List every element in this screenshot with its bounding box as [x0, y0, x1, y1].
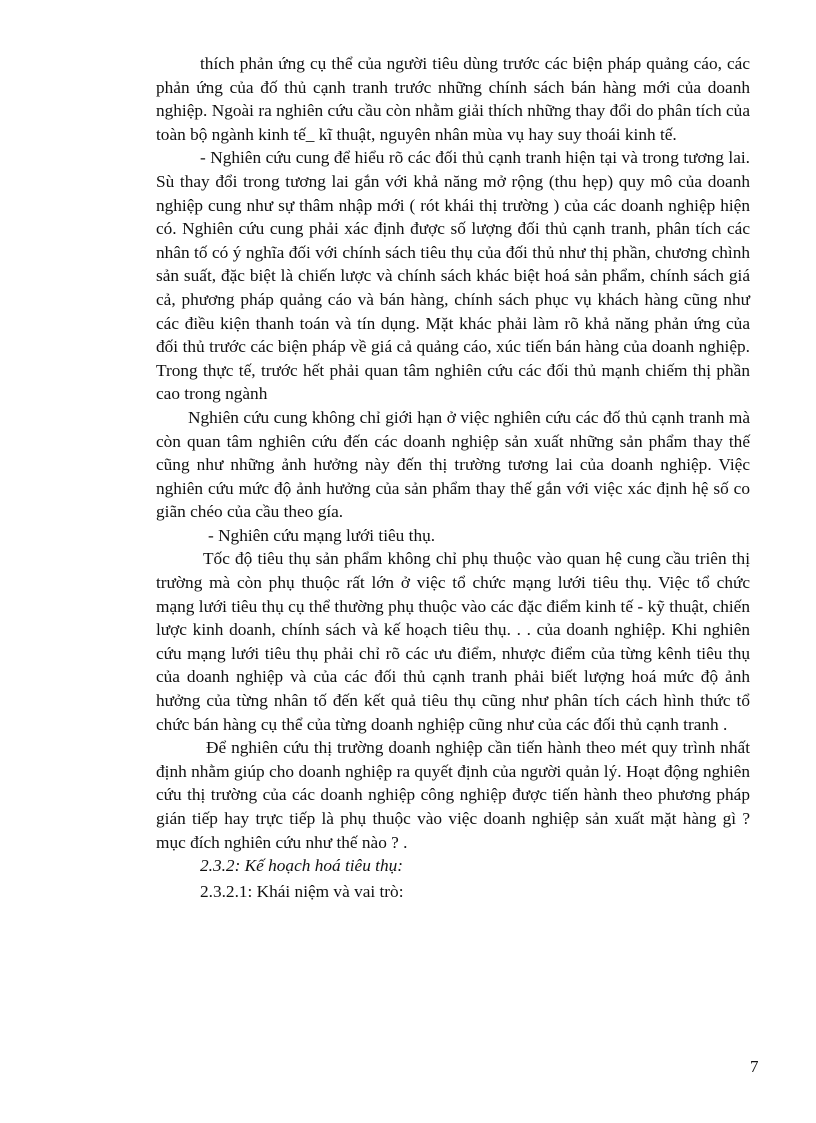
paragraph-distribution-network: Tốc độ tiêu thụ sản phẩm không chỉ phụ thuộc vào quan hệ cung cầu triên thị trường mà còn phụ thuộc rất lớn ở việc tổ chức mạng lưới tiêu thụ. Việc tổ chức mạng lưới tiêu thụ cụ thể thường phụ thuộc vào các đặc điểm kinh tế - kỹ thuật, chiến lược kinh doanh, chính sách và kế hoạch tiêu thụ. . . của doanh nghiệp. Khi nghiên cứu mạng lưới tiêu thụ phải chỉ rõ các ưu điểm, nhược điểm của từng kênh tiêu thụ của doanh nghiệp và của các đối thủ cạnh tranh phải biết lượng hoá mức độ ảnh hưởng của từng nhân tố đến kết quả tiêu thụ cũng như phân tích cách hình thức tổ chức bán hàng cụ thể của từng doanh nghiệp cũng như của các đối thủ cạnh tranh . — [156, 549, 750, 734]
paragraph-research-process: Để nghiên cứu thị trường doanh nghiệp cần tiến hành theo mét quy trình nhất định nhằm giúp cho doanh nghiệp ra quyết định của người quản lý. Hoạt động nghiên cứu thị trường của các doanh nghiệp công nghiệp được tiến hành theo phương pháp gián tiếp hay trực tiếp là phụ thuộc vào việc doanh nghiệp sản xuất mặt hàng gì ? mục đích nghiên cứu như thế nào ? . — [156, 738, 750, 852]
section-heading-sales-planning: 2.3.2: Kế hoạch hoá tiêu thụ: — [200, 856, 404, 876]
subsection-heading-concept-role: 2.3.2.1: Khái niệm và vai trò: — [200, 881, 404, 901]
paragraph-demand-analysis: thích phản ứng cụ thể của người tiêu dùng trước các biện pháp quảng cáo, các phản ứng của đố thủ cạnh tranh trước những chính sách bán hàng mới của doanh nghiệp. Ngoài ra nghiên cứu cầu còn nhằm giải thích những thay đổi do phân tích của toàn bộ ngành kinh tế_ kĩ thuật, nguyên nhân mùa vụ hay suy thoái kinh tế. — [156, 54, 750, 144]
paragraph-supply-research: - Nghiên cứu cung để hiểu rõ các đối thủ cạnh tranh hiện tại và trong tương lai. Sù thay đổi trong tương lai gắn với khả năng mở rộng (thu hẹp) quy mô của doanh nghiệp cung như sự thâm nhập mới ( rót khái thị trường ) của các doanh nghiệp hiện có. Nghiên cứu cung phải xác định được số lượng đối thủ cạnh tranh, phân tích các nhân tố có ý nghĩa đối với chính sách tiêu thụ của đối thủ như thị phần, chương chình sản suất, đặc biệt là chiến lược và chính sách khác biệt hoá sản phẩm, chính sách giá cả, phương pháp quảng cáo và bán hàng, chính sách phục vụ khách hàng cũng như các điều kiện thanh toán và tín dụng. Mặt khác phải làm rõ khả năng phản ứng của đối thủ trước các biện pháp về giá cả quảng cáo, xúc tiến bán hàng của doanh nghiệp. Trong thực tế, trước hết phải quan tâm nghiên cứu các đối thủ mạnh chiếm thị phần cao trong ngành — [156, 148, 750, 404]
document-page — [156, 54, 750, 903]
paragraph-network-heading: - Nghiên cứu mạng lưới tiêu thụ. — [208, 525, 436, 545]
paragraph-substitute-products: Nghiên cứu cung không chỉ giới hạn ở việc nghiên cứu các đố thủ cạnh tranh mà còn quan tâm nghiên cứu đến các doanh nghiệp sản xuất những sản phẩm thay thế cũng như những ảnh hưởng này đến thị trường tương lai của doanh nghiệp. Việc nghiên cứu mức độ ảnh hưởng của sản phẩm thay thế gắn với việc xác định hệ số co giãn chéo của cầu theo gía. — [156, 407, 750, 522]
page-number: 7 — [750, 1057, 759, 1076]
